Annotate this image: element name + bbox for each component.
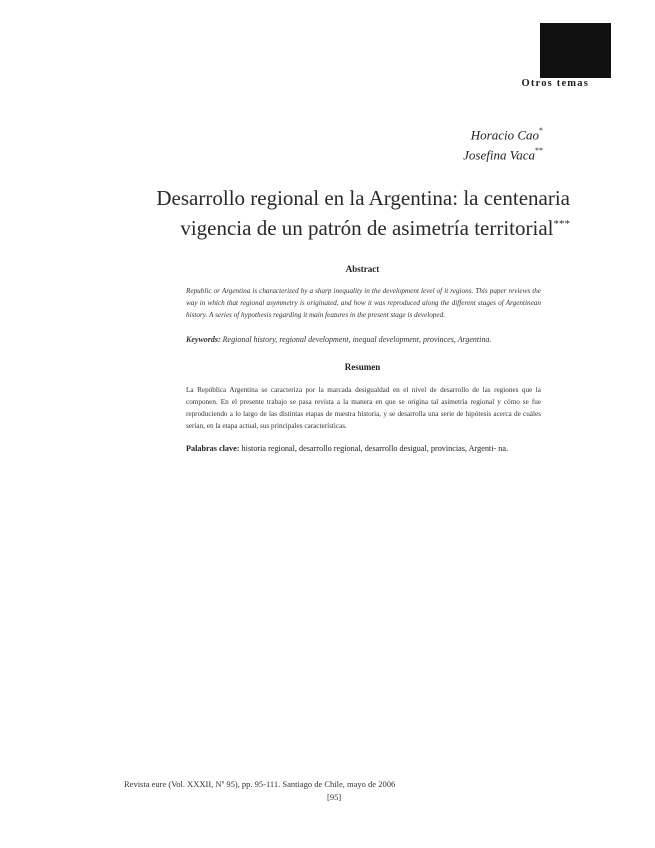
- abstract-text: Republic or Argentina is characterized by a sharp inequality in the development level of it regions. This paper reviews the way in which that regional asymmetry is originated, and how it was reproduced along the different stages of Argentinean history. A series of hypothesis regarding it main features in the present stage is developed.: [186, 287, 541, 319]
- author-name: Josefina Vaca: [463, 147, 535, 163]
- palabras-clave: [186, 442, 541, 455]
- page-footer: [124, 778, 395, 804]
- footnote-mark: *: [539, 126, 543, 135]
- decorative-black-block: [540, 23, 611, 78]
- title-line-text: vigencia de un patrón de asimetría territorial: [180, 216, 554, 240]
- title-line: [110, 211, 570, 241]
- article-title: [110, 185, 570, 241]
- keywords-text: Regional history, regional development, inequal development, provinces, Argentina.: [220, 335, 492, 344]
- author-list: [463, 123, 543, 164]
- author-name: Horacio Cao: [470, 127, 539, 143]
- resumen-text: La República Argentina se caracteriza por la marcada desigualdad en el nivel de desarrollo de las regiones que la componen. En el presente trabajo se pasa revista a la manera en que se origina tal asimetría regional y cómo se fue reproduciendo a lo largo de las distintas etapas de nuestra historia, y se desarrolla una serie de hipótesis acerca de cuáles serían, en la etapa actual, sus principales características.: [186, 386, 541, 430]
- journal-citation: Revista eure (Vol. XXXII, Nº 95), pp. 95-111. Santiago de Chile, mayo de 2006: [124, 779, 396, 789]
- palabras-clave-label: Palabras clave:: [186, 444, 240, 453]
- page-number: [95]: [327, 792, 342, 802]
- keywords: [186, 334, 541, 346]
- author-item: [463, 123, 543, 143]
- abstract-heading: Abstract: [345, 264, 380, 274]
- palabras-clave-text: historia regional, desarrollo regional, desarrollo desigual, provincias, Argenti- na.: [239, 444, 509, 453]
- keywords-label: Keywords:: [186, 335, 221, 344]
- author-item: [463, 143, 543, 163]
- footnote-mark: **: [535, 146, 543, 156]
- section-label: Otros temas: [521, 78, 589, 89]
- resumen-heading: Resumen: [344, 362, 381, 372]
- footnote-mark: ***: [553, 218, 570, 230]
- title-line: Desarrollo regional en la Argentina: la centenaria: [156, 186, 570, 210]
